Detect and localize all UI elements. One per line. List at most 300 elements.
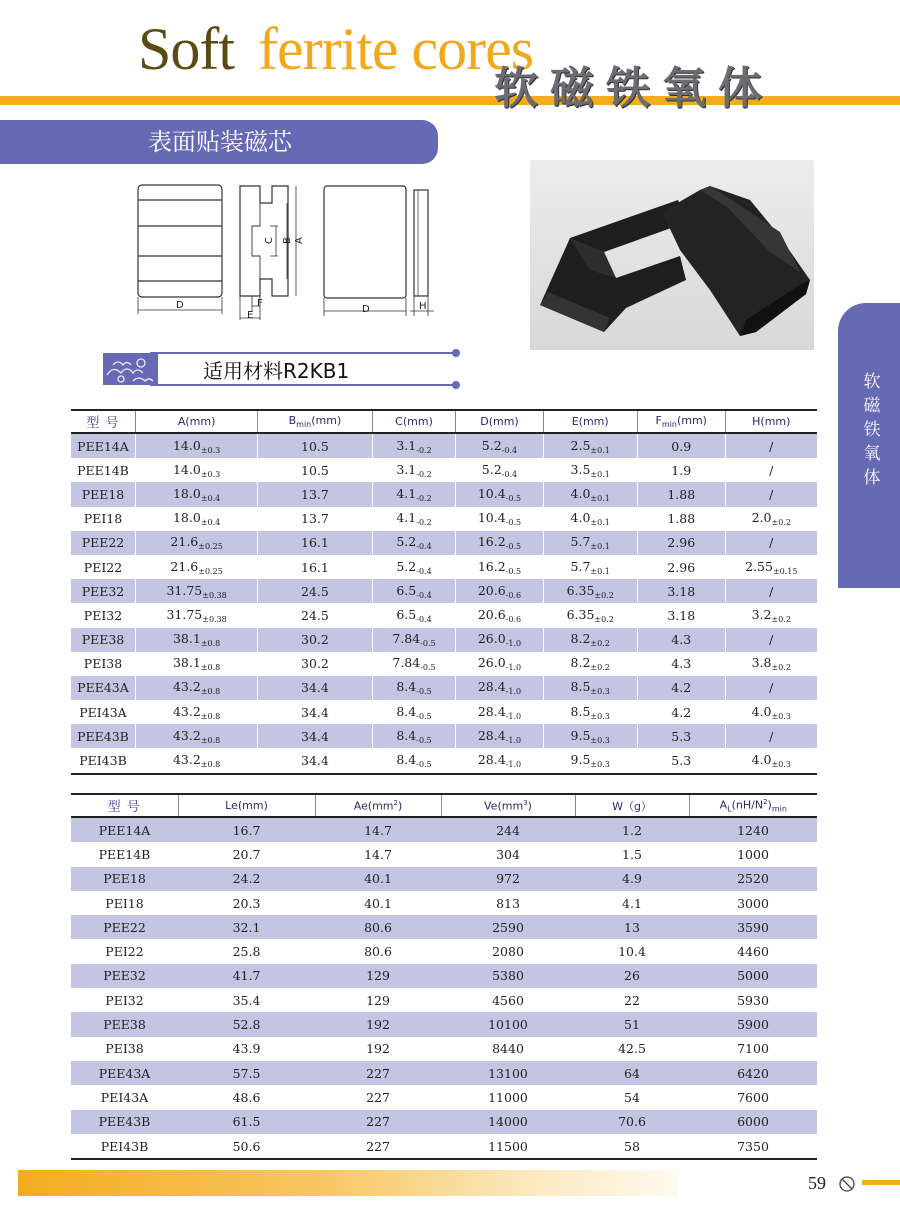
parameter-cell: 1.2 [575, 817, 689, 842]
tolerance: ±0.2 [590, 663, 610, 673]
tolerance: ±0.2 [771, 518, 791, 528]
parameters-header-cell [71, 794, 178, 817]
parameters-row [71, 1061, 817, 1085]
tolerance: ±0.38 [202, 614, 227, 624]
cell-value: / [769, 632, 774, 648]
parameter-cell: 42.5 [618, 1041, 646, 1057]
cell-value: PEI43B [79, 753, 127, 769]
tolerance: ±0.2 [771, 663, 791, 673]
cell-value: 43.2 [172, 679, 201, 695]
parameter-cell: 7600 [737, 1089, 769, 1105]
dimension-cell [135, 531, 257, 555]
parameter-cell: 192 [366, 1041, 390, 1057]
cell-value: PEE22 [81, 535, 125, 551]
header-label: F [655, 414, 662, 427]
header-label: C [395, 415, 403, 428]
parameter-cell: 52.8 [178, 1012, 315, 1036]
dimension-cell [637, 652, 725, 676]
cell-value: 4.3 [671, 656, 692, 672]
tolerance: ±0.3 [590, 735, 610, 745]
cell-value: 34.4 [301, 728, 329, 744]
header-unit: (mm [367, 799, 394, 813]
cell-value: 8.4 [396, 727, 417, 743]
parameter-cell: 813 [496, 895, 520, 911]
cell-value: PEE32 [81, 583, 125, 599]
title-ferrite-cores: ferrite cores [258, 16, 534, 82]
dimensions-row [71, 458, 817, 482]
parameter-cell: 10.4 [618, 944, 646, 960]
tolerance: ±0.3 [200, 445, 221, 455]
dimension-cell [135, 603, 257, 627]
cell-value: 21.6 [170, 558, 199, 574]
model-cell: PEE43B [71, 1110, 178, 1134]
dimension-cell [456, 482, 543, 506]
dimension-cell [637, 700, 725, 724]
cell-value: 8.5 [570, 703, 591, 719]
header-unit: (nH/N [731, 798, 764, 812]
dimension-cell [258, 628, 372, 652]
tolerance: -0.2 [416, 469, 432, 479]
cell-value: 43.2 [172, 727, 201, 743]
dimension-cell [258, 482, 372, 506]
cell-value: 28.4 [477, 752, 506, 768]
header-unit: (mm) [578, 415, 609, 428]
parameter-cell: 14.7 [315, 817, 441, 842]
model-cell [71, 507, 135, 531]
tolerance: ±0.25 [198, 566, 223, 576]
no-entry-icon [838, 1172, 858, 1192]
tolerance: -0.5 [416, 760, 432, 770]
tolerance: ±0.8 [200, 663, 221, 673]
cell-value: 5.7 [570, 558, 591, 574]
header-unit: (mm) [237, 799, 268, 812]
parameter-cell: 6000 [689, 1110, 817, 1134]
cell-value: PEI18 [83, 511, 123, 527]
cell-value: 4.2 [671, 704, 692, 720]
header-unit: (mm [497, 799, 524, 813]
dimensions-row [71, 603, 817, 627]
dimension-cell [725, 507, 817, 531]
tolerance: ±0.4 [200, 518, 221, 528]
title-soft: Soft [138, 16, 235, 82]
dimensions-header-cell [637, 410, 725, 433]
dimension-cell [372, 482, 456, 506]
parameters-row [71, 988, 817, 1012]
tolerance: -0.4 [501, 445, 518, 455]
tolerance: ±0.1 [590, 566, 610, 576]
tolerance: -0.2 [416, 445, 432, 455]
cell-value: 4.0 [751, 703, 772, 719]
tolerance: ±0.3 [771, 760, 791, 770]
dimension-cell [543, 676, 637, 700]
dimension-cell [372, 603, 456, 627]
dimension-cell [725, 579, 817, 603]
cell-value: 4.0 [751, 752, 772, 768]
tolerance: -0.5 [416, 687, 432, 697]
tolerance: ±0.2 [771, 614, 791, 624]
cell-value: PEI32 [83, 607, 123, 623]
dimensions-table [71, 409, 817, 775]
footer-accent-line [862, 1180, 900, 1185]
header-unit: (mm) [676, 414, 707, 427]
tolerance: ±0.2 [594, 590, 614, 600]
cell-value: 20.6 [477, 606, 506, 622]
dimension-cell [372, 628, 456, 652]
dimension-cell [258, 748, 372, 773]
tolerance: ±0.8 [200, 687, 221, 697]
dimension-cell [637, 482, 725, 506]
tolerance: ±0.8 [200, 760, 221, 770]
parameters-row [71, 891, 817, 915]
dimension-cell [725, 458, 817, 482]
dimension-cell [543, 628, 637, 652]
title-chinese: 软磁铁氧体 [494, 63, 774, 114]
header-superscript: 2 [393, 798, 398, 807]
parameter-cell: 40.1 [364, 895, 392, 911]
dimensions-header-cell [456, 410, 543, 433]
parameter-cell: 13 [575, 915, 689, 939]
tolerance: ±0.38 [202, 590, 227, 600]
cell-value: 6.35 [566, 606, 595, 622]
header-unit: （g） [622, 799, 652, 813]
tolerance: ±0.3 [590, 711, 610, 721]
dimension-cell [543, 700, 637, 724]
material-label: 适用材料R2KB1 [203, 359, 350, 383]
top-view-outline [324, 186, 406, 298]
dimensions-header-cell [543, 410, 637, 433]
parameter-cell: 24.2 [178, 867, 315, 891]
cell-value: 8.5 [570, 679, 591, 695]
cell-value: 5.2 [481, 461, 502, 477]
tolerance: ±0.15 [772, 566, 798, 576]
parameter-cell: 22 [624, 992, 640, 1008]
parameters-row [71, 817, 817, 842]
cell-value: 3.8 [751, 655, 772, 671]
cell-value: 16.1 [301, 559, 329, 575]
dimension-cell [372, 579, 456, 603]
tolerance: ±0.3 [200, 469, 221, 479]
model-cell [71, 748, 135, 773]
parameters-row [71, 1037, 817, 1061]
page-number: 59 [808, 1173, 826, 1193]
cell-value: 7.84 [392, 655, 421, 671]
model-cell [71, 676, 135, 700]
parameter-cell: 25.8 [232, 944, 261, 960]
tolerance: -0.4 [416, 590, 432, 600]
parameter-cell: 2520 [689, 867, 817, 891]
parameter-cell: 1.5 [622, 846, 642, 862]
dimension-cell [637, 507, 725, 531]
parameter-cell: 4.9 [575, 867, 689, 891]
cell-value: 10.5 [301, 462, 329, 478]
model-cell [71, 531, 135, 555]
model-cell: PEI22 [105, 944, 144, 960]
header-unit: (mm) [760, 415, 791, 428]
parameter-cell: 2590 [441, 915, 575, 939]
dimension-cell [456, 700, 543, 724]
header-unit-tail: ) [398, 799, 403, 813]
material-rule-top [150, 352, 455, 354]
parameter-cell: 5000 [689, 964, 817, 988]
dimension-cell [456, 507, 543, 531]
dimension-cell [135, 555, 257, 579]
dimension-cell [543, 724, 637, 748]
tolerance: ±0.8 [200, 639, 221, 649]
cell-value: 8.2 [570, 655, 591, 671]
dimension-cell [543, 482, 637, 506]
dimensions-row [71, 724, 817, 748]
dimension-cell [543, 531, 637, 555]
tolerance: -0.5 [416, 735, 432, 745]
cell-value: 28.4 [477, 679, 506, 695]
cloud-pattern-icon [103, 353, 158, 385]
parameters-row [71, 1012, 817, 1036]
dimension-cell [258, 458, 372, 482]
cell-value: 16.1 [301, 535, 329, 551]
dimension-cell [372, 724, 456, 748]
cell-value: 13.7 [301, 511, 329, 527]
parameter-cell: 40.1 [315, 867, 441, 891]
parameter-cell: 4560 [492, 992, 524, 1008]
cell-value: 0.9 [671, 438, 692, 454]
model-cell [71, 482, 135, 506]
dimension-cell [258, 555, 372, 579]
header-label: A [177, 415, 186, 428]
dimension-cell [258, 676, 372, 700]
parameter-cell: 192 [315, 1012, 441, 1036]
dimension-cell [637, 628, 725, 652]
model-cell [71, 603, 135, 627]
header-unit-tail: ) [527, 799, 532, 813]
cell-value: 1.9 [671, 462, 692, 478]
ferrite-core-image [530, 160, 814, 350]
cell-value: 5.2 [481, 437, 502, 453]
model-cell: PEE14A [71, 817, 178, 842]
cell-value: 18.0 [172, 485, 201, 501]
dimension-cell [135, 579, 257, 603]
parameters-row [71, 939, 817, 963]
dimensions-header-cell [372, 410, 456, 433]
parameter-cell: 5930 [737, 992, 769, 1008]
cell-value: 1.88 [667, 486, 696, 502]
parameter-cell: 11000 [488, 1089, 528, 1105]
cell-value: 28.4 [477, 727, 506, 743]
parameter-cell: 129 [366, 992, 390, 1008]
model-cell [71, 458, 135, 482]
cell-value: 5.2 [396, 558, 417, 574]
cell-value: PEE14B [77, 462, 129, 478]
dimensions-row [71, 433, 817, 458]
cell-value: 8.4 [396, 752, 417, 768]
header-subscript: min [661, 420, 677, 429]
dimension-cell [637, 433, 725, 458]
header-unit: (mm) [488, 415, 519, 428]
cell-value: 2.96 [667, 559, 696, 575]
cell-value: 34.4 [301, 680, 329, 696]
parameter-cell: 4.1 [622, 895, 642, 911]
dimension-cell [543, 603, 637, 627]
end-view-outline [414, 190, 428, 296]
dim-label-b: B [282, 237, 293, 244]
dimension-cell [135, 700, 257, 724]
dimension-cell [135, 482, 257, 506]
dimension-cell [258, 507, 372, 531]
dimensions-row [71, 676, 817, 700]
header-label: Ve [484, 799, 498, 813]
parameters-row [71, 1134, 817, 1159]
dimensions-row [71, 748, 817, 773]
cell-value: 38.1 [172, 631, 201, 647]
cell-value: 4.1 [396, 510, 417, 526]
cell-value: / [769, 680, 774, 696]
model-cell: PEE38 [71, 1012, 178, 1036]
parameter-cell: 11500 [488, 1138, 528, 1154]
header-label: H [752, 415, 761, 428]
dimension-cell [456, 628, 543, 652]
dimension-cell [135, 748, 257, 773]
cell-value: 3.5 [570, 461, 591, 477]
model-cell: PEI32 [105, 992, 144, 1008]
dimension-cell [725, 724, 817, 748]
dim-label-c: C [264, 237, 275, 244]
dimension-cell [372, 507, 456, 531]
parameters-table [71, 793, 817, 1160]
cell-value: PEE14A [77, 438, 129, 454]
dim-label-f: F [257, 298, 263, 309]
cell-value: 4.2 [671, 680, 692, 696]
cell-value: 26.0 [477, 631, 506, 647]
header-label: A [719, 798, 728, 812]
parameters-header-cell [575, 794, 689, 817]
cell-value: 14.0 [172, 461, 201, 477]
cell-value: 16.2 [477, 534, 506, 550]
cell-value: PEE43B [77, 728, 129, 744]
model-cell [71, 652, 135, 676]
parameter-cell: 4460 [737, 944, 769, 960]
tolerance: -0.5 [505, 566, 522, 576]
parameter-cell: 1000 [737, 846, 769, 862]
cell-value: 6.35 [566, 582, 595, 598]
tolerance: ±0.2 [590, 639, 610, 649]
dimension-cell [725, 603, 817, 627]
tolerance: -0.5 [420, 639, 436, 649]
dimension-cell [456, 433, 543, 458]
parameter-cell: 1240 [689, 817, 817, 842]
core-dimension-drawing [130, 178, 450, 328]
parameter-cell: 58 [624, 1138, 640, 1154]
dimension-cell [637, 555, 725, 579]
parameter-cell: 5900 [689, 1012, 817, 1036]
dimension-cell [637, 748, 725, 773]
tolerance: ±0.4 [200, 493, 221, 503]
dimension-cell [258, 724, 372, 748]
header-label: 型 号 [107, 800, 141, 815]
header-subscript-min: min [771, 804, 787, 814]
cell-value: 30.2 [301, 656, 329, 672]
tolerance: -0.2 [416, 518, 432, 528]
front-view-outline [138, 185, 222, 297]
parameter-cell: 51 [575, 1012, 689, 1036]
dimension-cell [725, 628, 817, 652]
parameter-cell: 64 [575, 1061, 689, 1085]
cell-value: 34.4 [301, 704, 329, 720]
model-cell: PEI43A [100, 1089, 149, 1105]
parameter-cell: 8440 [492, 1041, 524, 1057]
parameters-row [71, 842, 817, 866]
cell-value: 9.5 [570, 752, 591, 768]
parameter-cell: 50.6 [232, 1138, 261, 1154]
header-label: E [571, 415, 579, 428]
cell-value: 10.4 [477, 485, 506, 501]
parameter-cell: 32.1 [178, 915, 315, 939]
dimension-cell [258, 579, 372, 603]
tolerance: ±0.1 [590, 445, 610, 455]
header-label: Le [225, 799, 238, 812]
dimension-cell [456, 603, 543, 627]
dimension-cell [637, 676, 725, 700]
tolerance: ±0.8 [200, 711, 221, 721]
dimensions-header-cell [725, 410, 817, 433]
dimension-cell [725, 433, 817, 458]
parameter-cell: 20.3 [232, 895, 261, 911]
dimensions-header-cell [258, 410, 372, 433]
dimensions-row [71, 579, 817, 603]
dim-label-e: E [247, 310, 254, 321]
dimension-cell [135, 433, 257, 458]
dimension-cell [258, 652, 372, 676]
dimension-cell [456, 724, 543, 748]
dimension-cell [543, 652, 637, 676]
dimension-cell [456, 748, 543, 773]
dimensions-row [71, 700, 817, 724]
dimension-cell [456, 458, 543, 482]
cell-value: 5.3 [671, 728, 692, 744]
header-label: B [288, 414, 297, 427]
dimension-cell [135, 724, 257, 748]
dimension-cell [637, 603, 725, 627]
parameters-header-cell [315, 794, 441, 817]
cell-value: 2.0 [751, 510, 772, 526]
header-superscript: 3 [523, 798, 528, 807]
dimension-cell [258, 700, 372, 724]
dimension-cell [725, 748, 817, 773]
parameter-cell: 7350 [737, 1138, 769, 1154]
dimension-cell [637, 531, 725, 555]
dimension-cell [456, 579, 543, 603]
dimension-cell [543, 507, 637, 531]
dimension-cell [637, 458, 725, 482]
dimensions-header-cell [71, 410, 135, 433]
cell-value: 2.96 [667, 535, 696, 551]
dimension-cell [372, 555, 456, 579]
dimension-cell [456, 555, 543, 579]
dimension-cell [372, 676, 456, 700]
dimension-cell [456, 652, 543, 676]
parameters-row [71, 1085, 817, 1109]
parameter-cell: 3590 [689, 915, 817, 939]
tolerance: ±0.2 [594, 614, 614, 624]
cell-value: 14.0 [172, 437, 201, 453]
cell-value: / [769, 486, 774, 502]
model-cell [71, 579, 135, 603]
cell-value: 10.4 [477, 510, 506, 526]
cell-value: 20.6 [477, 582, 506, 598]
dimension-cell [637, 579, 725, 603]
parameter-cell: 26 [575, 964, 689, 988]
cell-value: 3.18 [667, 583, 696, 599]
cell-value: 8.2 [570, 631, 591, 647]
header-subscript: L [727, 804, 732, 814]
